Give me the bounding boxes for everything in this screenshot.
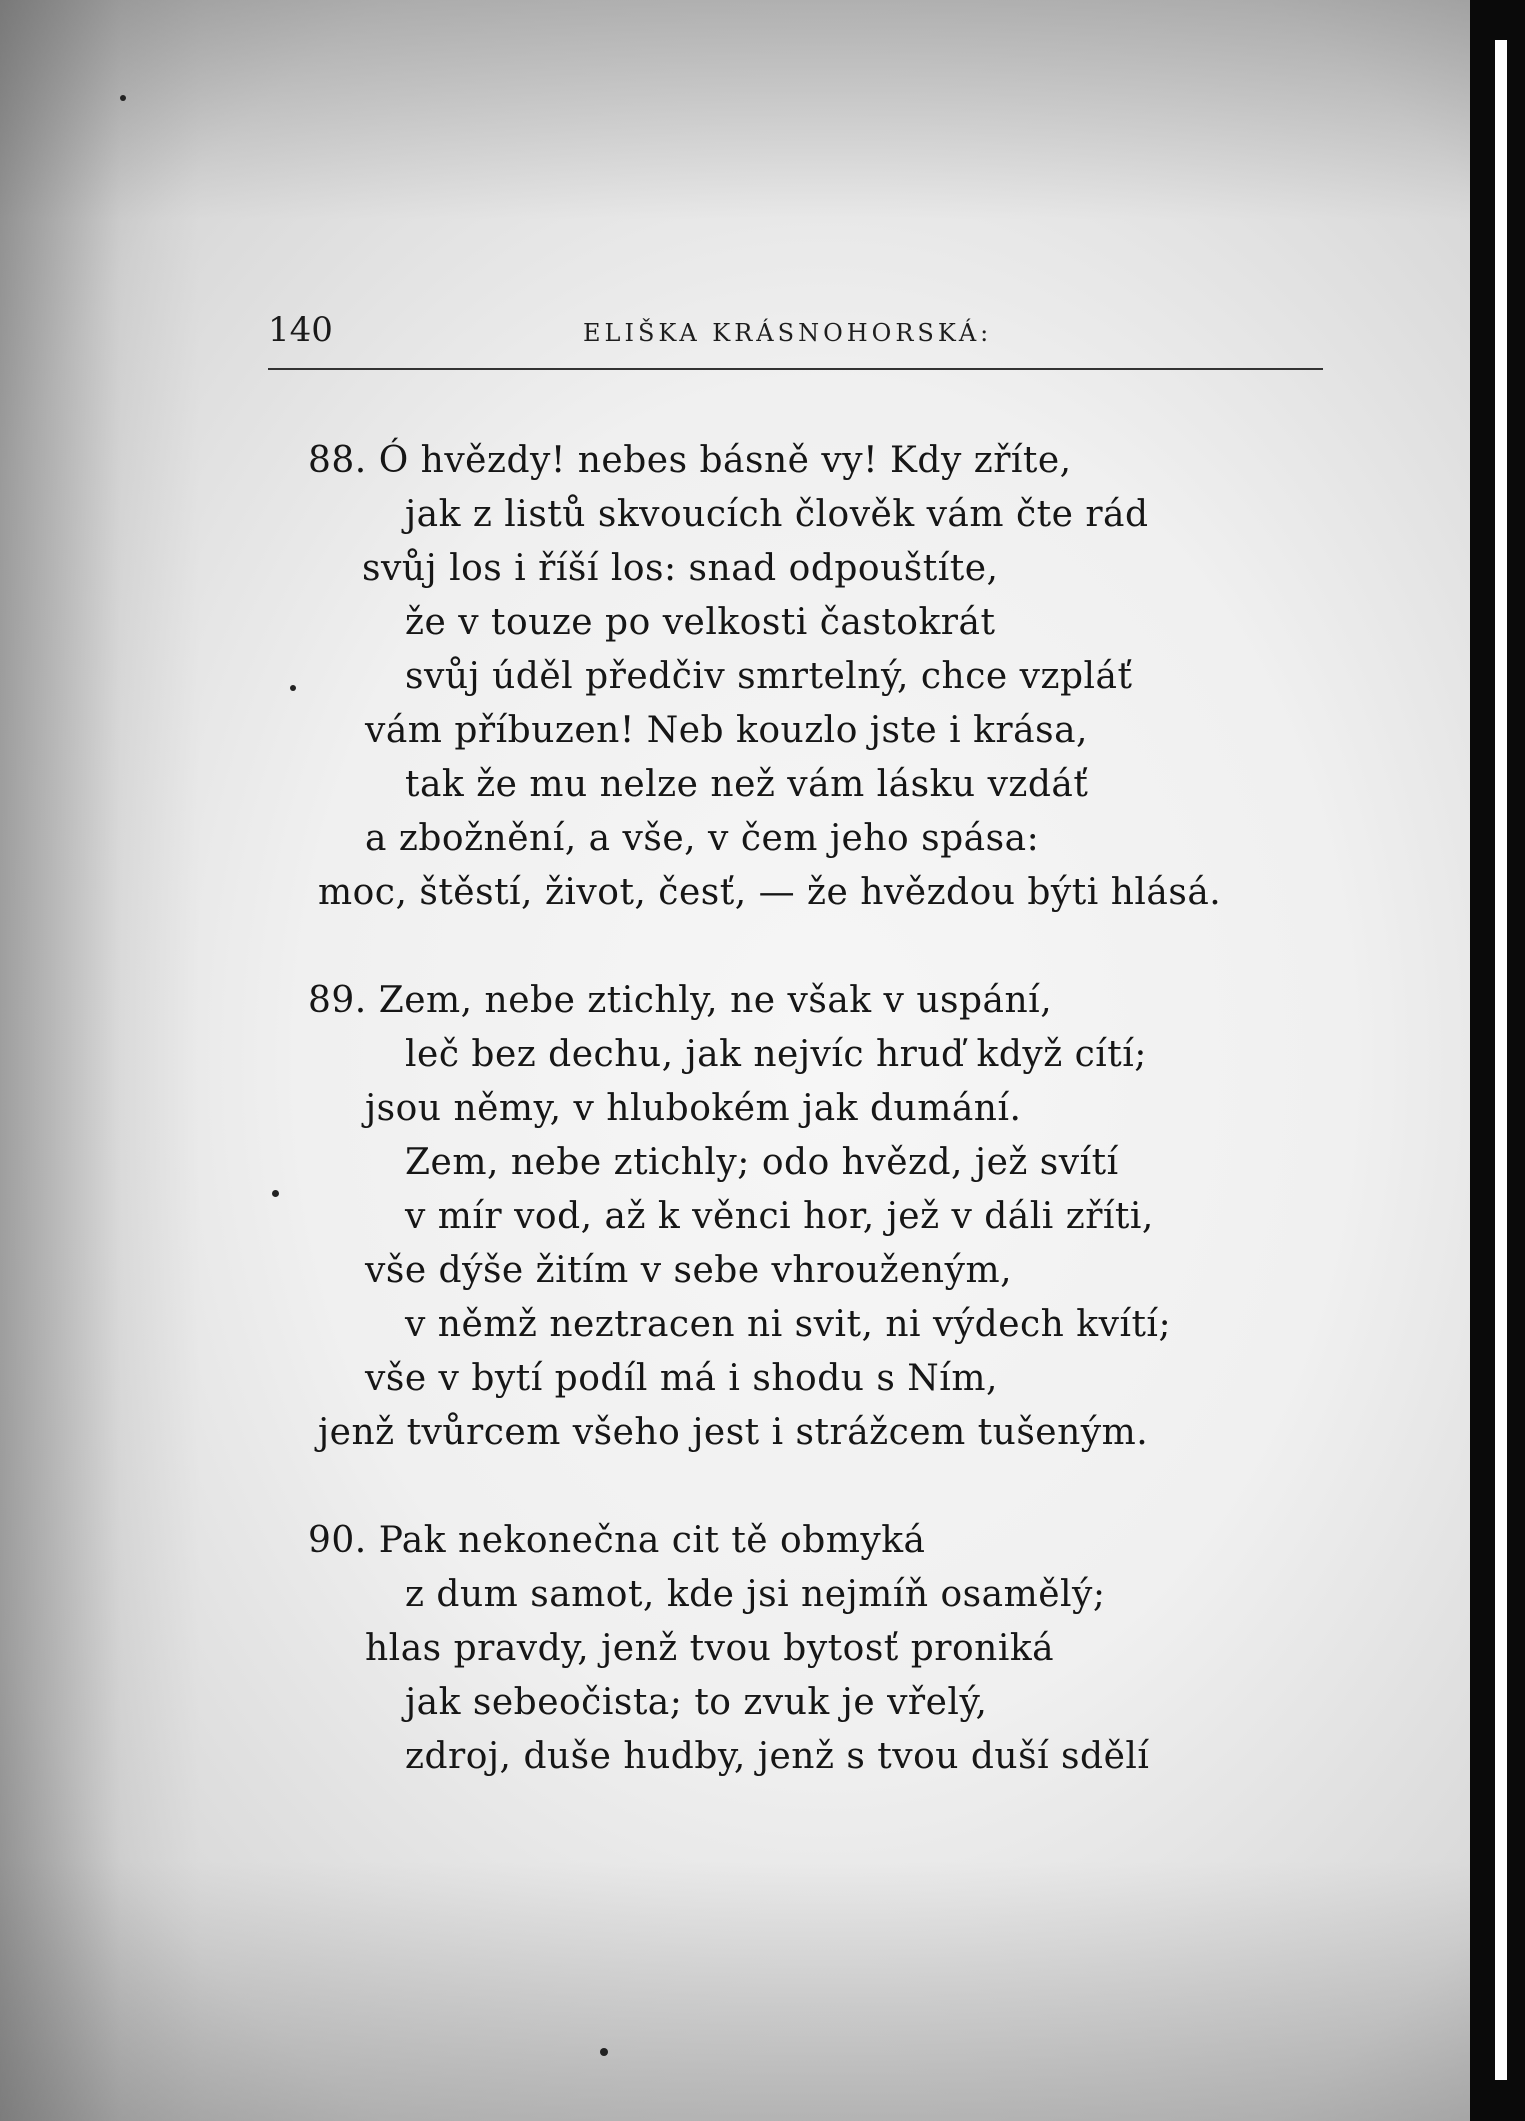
verse-line: 90. Pak nekonečna cit tě obmyká [308,1520,926,1561]
verse-line: leč bez dechu, jak nejvíc hruď když cítí; [405,1034,1147,1075]
ink-speck [272,1190,279,1197]
verse-line: z dum samot, kde jsi nejmíň osamělý; [405,1574,1106,1615]
verse-line: Zem, nebe ztichly; odo hvězd, jež svítí [405,1142,1119,1183]
verse-line: moc, štěstí, život, česť, — že hvězdou býti hlásá. [318,872,1222,913]
verse-line: tak že mu nelze než vám lásku vzdáť [405,764,1089,805]
page-shadow-left [0,0,200,2121]
verse-line: vše dýše žitím v sebe vhrouženým, [365,1250,1013,1291]
page-shadow-bottom [0,1861,1500,2121]
verse-line: že v touze po velkosti častokrát [405,602,996,643]
verse-line: jenž tvůrcem všeho jest i strážcem tušeným. [318,1412,1149,1453]
ink-speck [290,685,296,691]
scan-edge-strip [1495,40,1507,2080]
verse-line: v němž neztracen ni svit, ni výdech kvítí; [405,1304,1172,1345]
verse-line: hlas pravdy, jenž tvou bytosť proniká [365,1628,1055,1669]
verse-line: jak sebeočista; to zvuk je vřelý, [405,1682,988,1723]
verse-line: svůj los i říší los: snad odpouštíte, [362,548,999,589]
verse-line: jsou němy, v hlubokém jak dumání. [365,1088,1022,1129]
verse-line: vám příbuzen! Neb kouzlo jste i krása, [365,710,1088,751]
verse-line: vše v bytí podíl má i shodu s Ním, [365,1358,998,1399]
verse-line: a zbožnění, a vše, v čem jeho spása: [365,818,1040,859]
page-header [268,310,1318,362]
running-head: ELIŠKA KRÁSNOHORSKÁ: [583,319,993,347]
verse-line: v mír vod, až k věnci hor, jež v dáli zříti, [405,1196,1154,1237]
ink-speck [120,95,126,101]
header-rule [268,368,1323,370]
page-shadow-top [0,0,1500,220]
verse-line: svůj úděl předčiv smrtelný, chce vzpláť [405,656,1133,697]
ink-speck [600,2048,608,2056]
verse-line: zdroj, duše hudby, jenž s tvou duší sdělí [405,1736,1150,1777]
verse-line: jak z listů skvoucích člověk vám čte rád [405,494,1149,535]
verse-line: 88. Ó hvězdy! nebes básně vy! Kdy zříte, [308,440,1072,481]
page-number: 140 [268,310,333,350]
verse-line: 89. Zem, nebe ztichly, ne však v uspání, [308,980,1053,1021]
